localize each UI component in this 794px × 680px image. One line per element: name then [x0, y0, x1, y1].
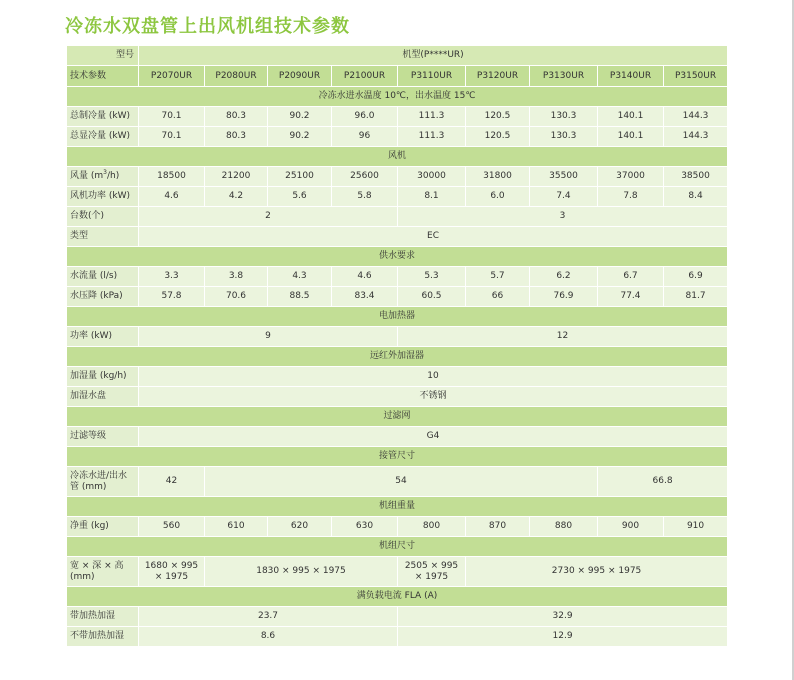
cell: 77.4 — [598, 287, 664, 307]
table-row — [67, 517, 728, 537]
cell: 630 — [332, 517, 398, 537]
cell: 6.9 — [664, 267, 728, 287]
cell: 2730 × 995 × 1975 — [466, 557, 728, 587]
section-row — [67, 447, 728, 467]
cell: 130.3 — [530, 127, 598, 147]
row-label: 不带加热加湿 — [67, 627, 139, 647]
row-label: 加湿水盘 — [67, 387, 139, 407]
cell: 70.1 — [139, 107, 205, 127]
cell: 37000 — [598, 167, 664, 187]
section-row — [67, 347, 728, 367]
section-filter: 过滤网 — [67, 407, 728, 427]
row-label: 功率 (kW) — [67, 327, 139, 347]
cell: 25600 — [332, 167, 398, 187]
model-name: P3150UR — [664, 66, 728, 87]
cell: 144.3 — [664, 127, 728, 147]
section-fan: 风机 — [67, 147, 728, 167]
cell: 2505 × 995 × 1975 — [398, 557, 466, 587]
cell: 不锈钢 — [139, 387, 728, 407]
cell: 5.8 — [332, 187, 398, 207]
cell: 5.3 — [398, 267, 466, 287]
cell: 38500 — [664, 167, 728, 187]
model-name: P2090UR — [268, 66, 332, 87]
section-water: 供水要求 — [67, 247, 728, 267]
table-row — [67, 127, 728, 147]
row-label: 总显冷量 (kW) — [67, 127, 139, 147]
cell: 120.5 — [466, 107, 530, 127]
cell: 3.8 — [205, 267, 268, 287]
section-humidifier: 远红外加湿器 — [67, 347, 728, 367]
section-row — [67, 587, 728, 607]
cell: 23.7 — [139, 607, 398, 627]
table-row — [67, 467, 728, 497]
cell: 4.3 — [268, 267, 332, 287]
cell: 140.1 — [598, 107, 664, 127]
row-label: 类型 — [67, 227, 139, 247]
cell: 30000 — [398, 167, 466, 187]
cell: 8.1 — [398, 187, 466, 207]
section-row — [67, 247, 728, 267]
cell: 32.9 — [398, 607, 728, 627]
cell: 560 — [139, 517, 205, 537]
cell: 12.9 — [398, 627, 728, 647]
section-row — [67, 147, 728, 167]
cell: 6.7 — [598, 267, 664, 287]
cell: 96.0 — [332, 107, 398, 127]
section-condition: 冷冻水进水温度 10℃，出水温度 15℃ — [67, 87, 728, 107]
cell: 8.4 — [664, 187, 728, 207]
cell: 7.8 — [598, 187, 664, 207]
airflow-label-pre: 风量 (m — [70, 171, 104, 181]
cell: 1680 × 995 × 1975 — [139, 557, 205, 587]
spec-table — [66, 45, 728, 647]
cell: 66 — [466, 287, 530, 307]
section-row — [67, 537, 728, 557]
cell: 5.7 — [466, 267, 530, 287]
cell: 70.1 — [139, 127, 205, 147]
cell: 120.5 — [466, 127, 530, 147]
row-label: 净重 (kg) — [67, 517, 139, 537]
cell: 144.3 — [664, 107, 728, 127]
table-row — [67, 287, 728, 307]
cell: 10 — [139, 367, 728, 387]
section-row — [67, 497, 728, 517]
model-group-label: 机型(P****UR) — [139, 46, 728, 66]
cell: 31800 — [466, 167, 530, 187]
cell: 111.3 — [398, 107, 466, 127]
cell: 4.2 — [205, 187, 268, 207]
cell: G4 — [139, 427, 728, 447]
cell: 610 — [205, 517, 268, 537]
row-label: 带加热加湿 — [67, 607, 139, 627]
cell: 96 — [332, 127, 398, 147]
model-name: P3120UR — [466, 66, 530, 87]
cell: 4.6 — [139, 187, 205, 207]
cell: 88.5 — [268, 287, 332, 307]
table-row — [67, 267, 728, 287]
cell: 111.3 — [398, 127, 466, 147]
row-label: 宽 × 深 × 高 (mm) — [67, 557, 139, 587]
cell: 35500 — [530, 167, 598, 187]
cell: 130.3 — [530, 107, 598, 127]
cell: 60.5 — [398, 287, 466, 307]
table-row — [67, 607, 728, 627]
model-name: P2100UR — [332, 66, 398, 87]
cell: 2 — [139, 207, 398, 227]
row-label — [67, 167, 139, 187]
section-row — [67, 307, 728, 327]
table-row — [67, 627, 728, 647]
cell: 66.8 — [598, 467, 728, 497]
section-weight: 机组重量 — [67, 497, 728, 517]
model-name: P3140UR — [598, 66, 664, 87]
cell: 81.7 — [664, 287, 728, 307]
cell: 880 — [530, 517, 598, 537]
cell: 42 — [139, 467, 205, 497]
cell: 800 — [398, 517, 466, 537]
model-name: P3110UR — [398, 66, 466, 87]
table-row — [67, 327, 728, 347]
cell: 140.1 — [598, 127, 664, 147]
row-label: 水流量 (l/s) — [67, 267, 139, 287]
cell: 910 — [664, 517, 728, 537]
row-label: 风机功率 (kW) — [67, 187, 139, 207]
row-label: 总制冷量 (kW) — [67, 107, 139, 127]
table-row — [67, 227, 728, 247]
cell: 6.2 — [530, 267, 598, 287]
cell: 7.4 — [530, 187, 598, 207]
cell: 3 — [398, 207, 728, 227]
model-name: P3130UR — [530, 66, 598, 87]
cell: 54 — [205, 467, 598, 497]
airflow-label-post: /h) — [106, 171, 120, 181]
table-row — [67, 427, 728, 447]
cell: 9 — [139, 327, 398, 347]
cell: 80.3 — [205, 127, 268, 147]
table-row — [67, 107, 728, 127]
table-row — [67, 387, 728, 407]
section-heater: 电加热器 — [67, 307, 728, 327]
table-row — [67, 167, 728, 187]
table-row — [67, 207, 728, 227]
cell: 6.0 — [466, 187, 530, 207]
cell: 4.6 — [332, 267, 398, 287]
cell: 21200 — [205, 167, 268, 187]
table-row — [67, 367, 728, 387]
cell: EC — [139, 227, 728, 247]
cell: 620 — [268, 517, 332, 537]
cell: 90.2 — [268, 127, 332, 147]
airflow-label-sup: 3 — [103, 169, 107, 176]
cell: 870 — [466, 517, 530, 537]
cell: 80.3 — [205, 107, 268, 127]
cell: 18500 — [139, 167, 205, 187]
cell: 90.2 — [268, 107, 332, 127]
cell: 8.6 — [139, 627, 398, 647]
row-label: 加湿量 (kg/h) — [67, 367, 139, 387]
table-row — [67, 187, 728, 207]
section-row — [67, 87, 728, 107]
row-label: 台数(个) — [67, 207, 139, 227]
section-size: 机组尺寸 — [67, 537, 728, 557]
cell: 57.8 — [139, 287, 205, 307]
cell: 70.6 — [205, 287, 268, 307]
param-label: 技术参数 — [67, 66, 139, 87]
section-fla: 满负载电流 FLA (A) — [67, 587, 728, 607]
model-name: P2080UR — [205, 66, 268, 87]
cell: 5.6 — [268, 187, 332, 207]
cell: 83.4 — [332, 287, 398, 307]
section-row — [67, 407, 728, 427]
cell: 25100 — [268, 167, 332, 187]
cell: 12 — [398, 327, 728, 347]
section-pipe: 接管尺寸 — [67, 447, 728, 467]
model-name: P2070UR — [139, 66, 205, 87]
row-label: 过滤等级 — [67, 427, 139, 447]
page-title: 冷冻水双盘管上出风机组技术参数 — [65, 16, 350, 37]
cell: 1830 × 995 × 1975 — [205, 557, 398, 587]
cell: 3.3 — [139, 267, 205, 287]
model-label: 型号 — [67, 46, 139, 66]
row-label: 水压降 (kPa) — [67, 287, 139, 307]
cell: 76.9 — [530, 287, 598, 307]
header-row-model — [67, 46, 728, 66]
table-row — [67, 557, 728, 587]
cell: 900 — [598, 517, 664, 537]
header-row-models — [67, 66, 728, 87]
row-label: 冷冻水进/出水管 (mm) — [67, 467, 139, 497]
